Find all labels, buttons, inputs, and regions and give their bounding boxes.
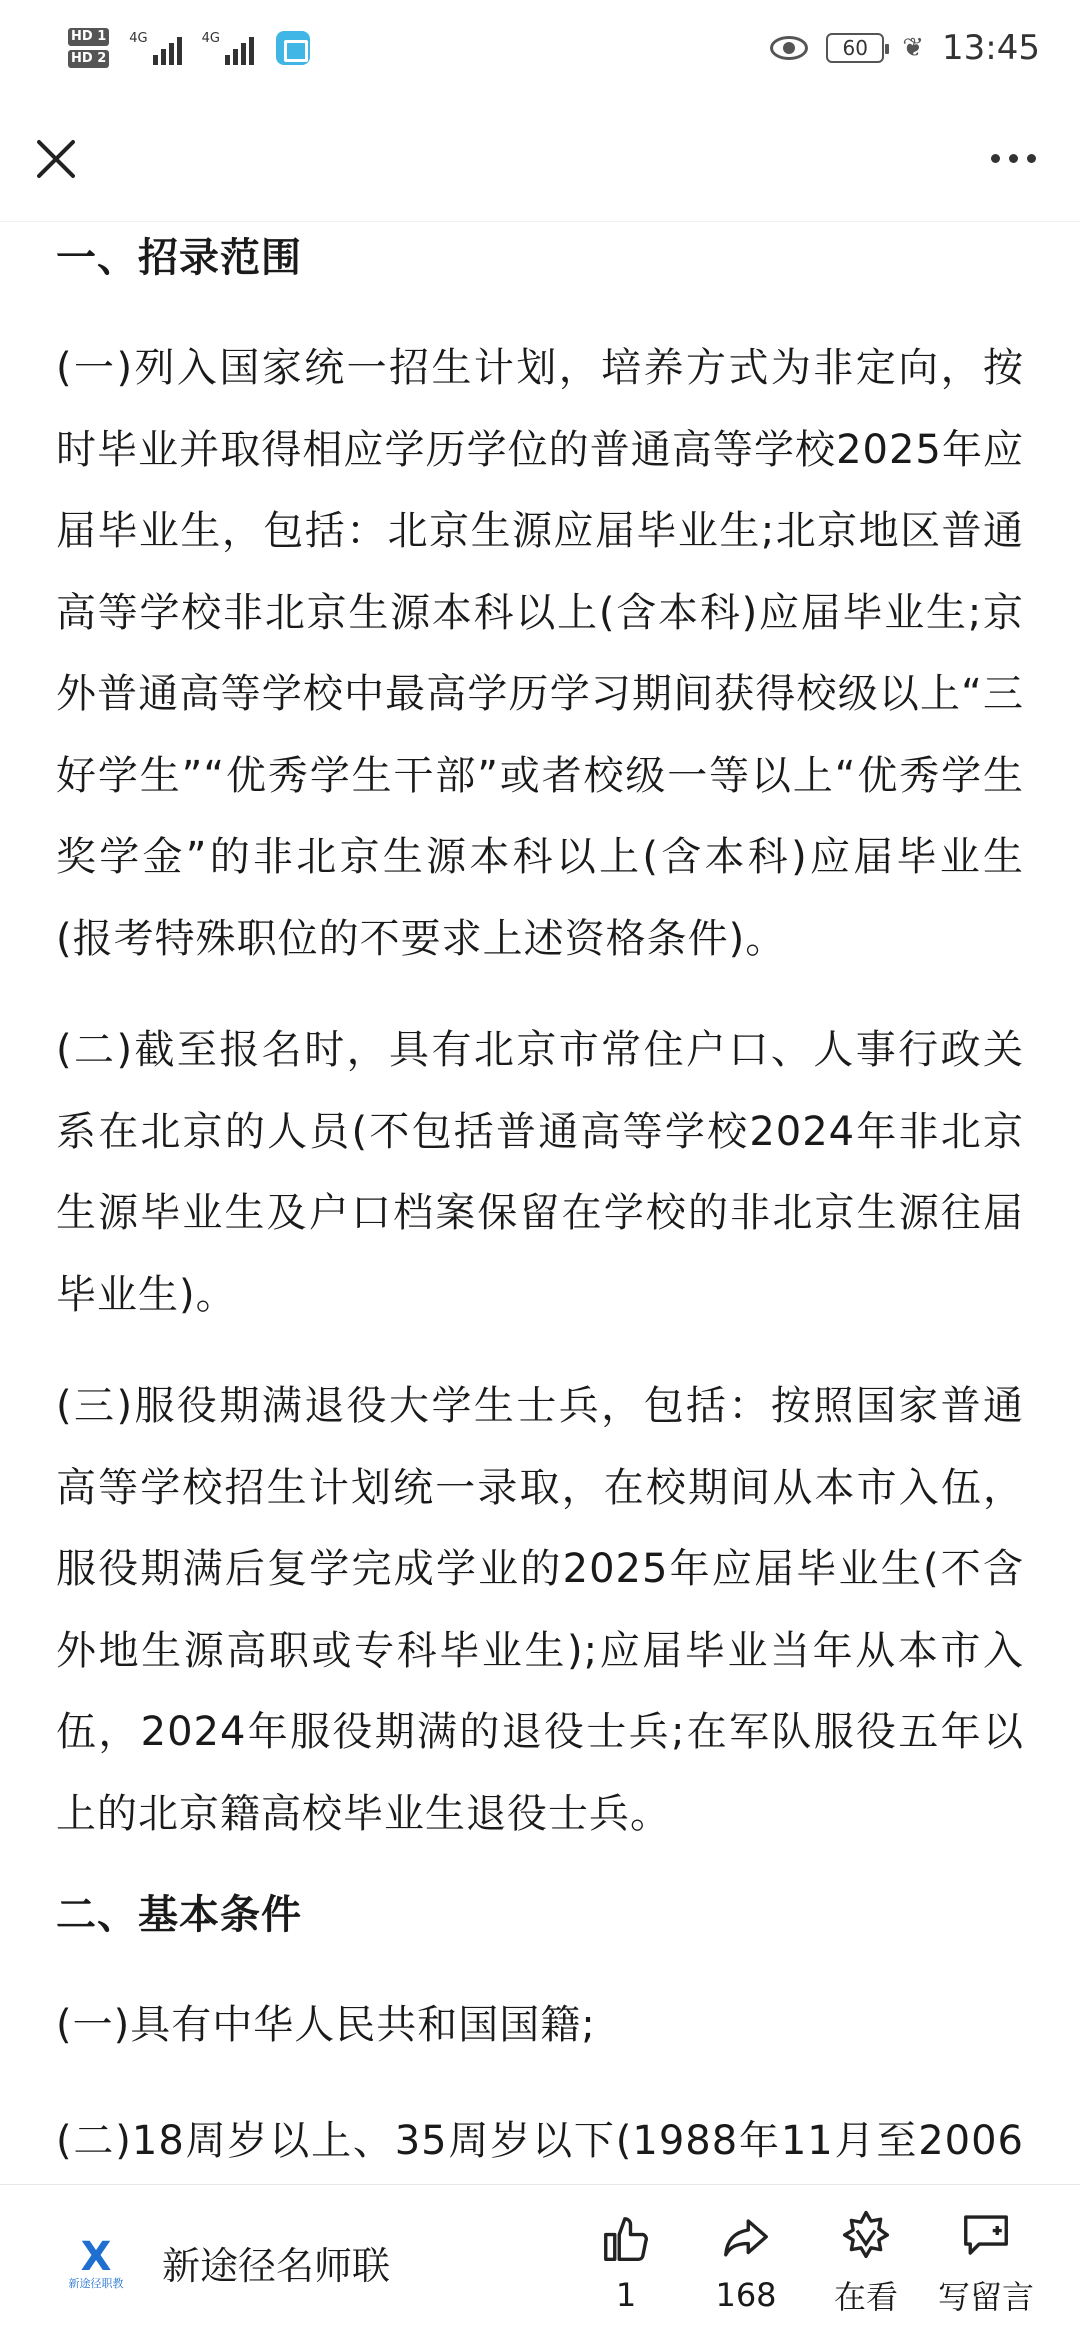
signal-2-icon <box>202 31 254 65</box>
more-options-icon[interactable] <box>991 154 1046 163</box>
close-icon[interactable] <box>34 137 78 181</box>
paragraph-scope-2: (二)截至报名时，具有北京市常住户口、人事行政关系在北京的人员(不包括普通高等学校2024年非北京生源毕业生及户口档案保留在学校的非北京生源往届毕业生)。 <box>56 1027 1024 1318</box>
bottom-action-bar <box>0 2184 1080 2340</box>
like-button[interactable] <box>566 2212 686 2314</box>
battery-level: 60 <box>842 36 868 60</box>
signal-1-icon <box>129 31 181 65</box>
reader-app-icon <box>276 31 310 65</box>
share-arrow-icon <box>719 2212 773 2266</box>
hd1-badge: HD 1 <box>68 28 109 46</box>
viewing-label: 在看 <box>833 2277 898 2316</box>
account-name[interactable]: 新途径名师联 <box>162 2244 391 2288</box>
viewing-button[interactable] <box>806 2208 926 2318</box>
power-saving-leaf-icon: ❦ <box>902 33 925 63</box>
logo-mark-icon: X <box>80 2233 112 2280</box>
article-body <box>0 222 1080 2184</box>
status-left <box>68 28 310 68</box>
paragraph-scope-1: (一)列入国家统一招生计划，培养方式为非定向，按时毕业并取得相应学历学位的普通高等学校2025年应届毕业生，包括：北京生源应届毕业生;北京地区普通高等学校非北京生源本科以上(含本科)应届毕业生;京外普通高等学校中最高学历学习期间获得校级以上“三好学生”“优秀学生干部”或者校级一等以上“优秀学生奖学金”的非北京生源本科以上(含本科)应届毕业生(报考特殊职位的不要求上述资格条件)。 <box>56 345 1024 962</box>
paragraph-scope-3: (三)服役期满退役大学生士兵，包括：按照国家普通高等学校招生计划统一录取，在校期间从本市入伍，服役期满后复学完成学业的2025年应届毕业生(不含外地生源高职或专科毕业生);应届毕业当年从本市入伍，2024年服役期满的退役士兵;在军队服役五年以上的北京籍高校毕业生退役士兵。 <box>56 1383 1024 1837</box>
write-comment-button[interactable] <box>926 2208 1046 2318</box>
network-2-label: 4G <box>201 31 220 46</box>
eye-comfort-icon <box>770 36 808 60</box>
clock: 13:45 <box>942 28 1040 68</box>
section-heading-recruitment-scope: 一、招录范围 <box>56 235 302 281</box>
thumbs-up-icon <box>599 2212 653 2266</box>
status-bar <box>0 0 1080 96</box>
paragraph-condition-2: (二)18周岁以上、35周岁以下(1988年11月至2006 <box>56 2117 1024 2164</box>
hd2-badge: HD 2 <box>68 50 109 68</box>
logo-text: 新途径职教 <box>68 2276 124 2290</box>
status-right <box>770 28 1040 68</box>
share-count: 168 <box>715 2275 777 2314</box>
comment-label: 写留言 <box>937 2277 1034 2316</box>
account-logo[interactable] <box>56 2223 136 2303</box>
share-button[interactable] <box>686 2212 806 2314</box>
viewing-star-icon <box>839 2208 893 2262</box>
paragraph-condition-1: (一)具有中华人民共和国国籍; <box>56 2002 596 2048</box>
comment-plus-icon <box>959 2208 1013 2262</box>
battery-icon <box>826 33 884 63</box>
network-1-label: 4G <box>129 31 148 46</box>
section-heading-basic-conditions: 二、基本条件 <box>56 1892 302 1938</box>
hd-indicator <box>68 28 109 68</box>
top-nav <box>0 96 1080 222</box>
like-count: 1 <box>615 2275 637 2314</box>
